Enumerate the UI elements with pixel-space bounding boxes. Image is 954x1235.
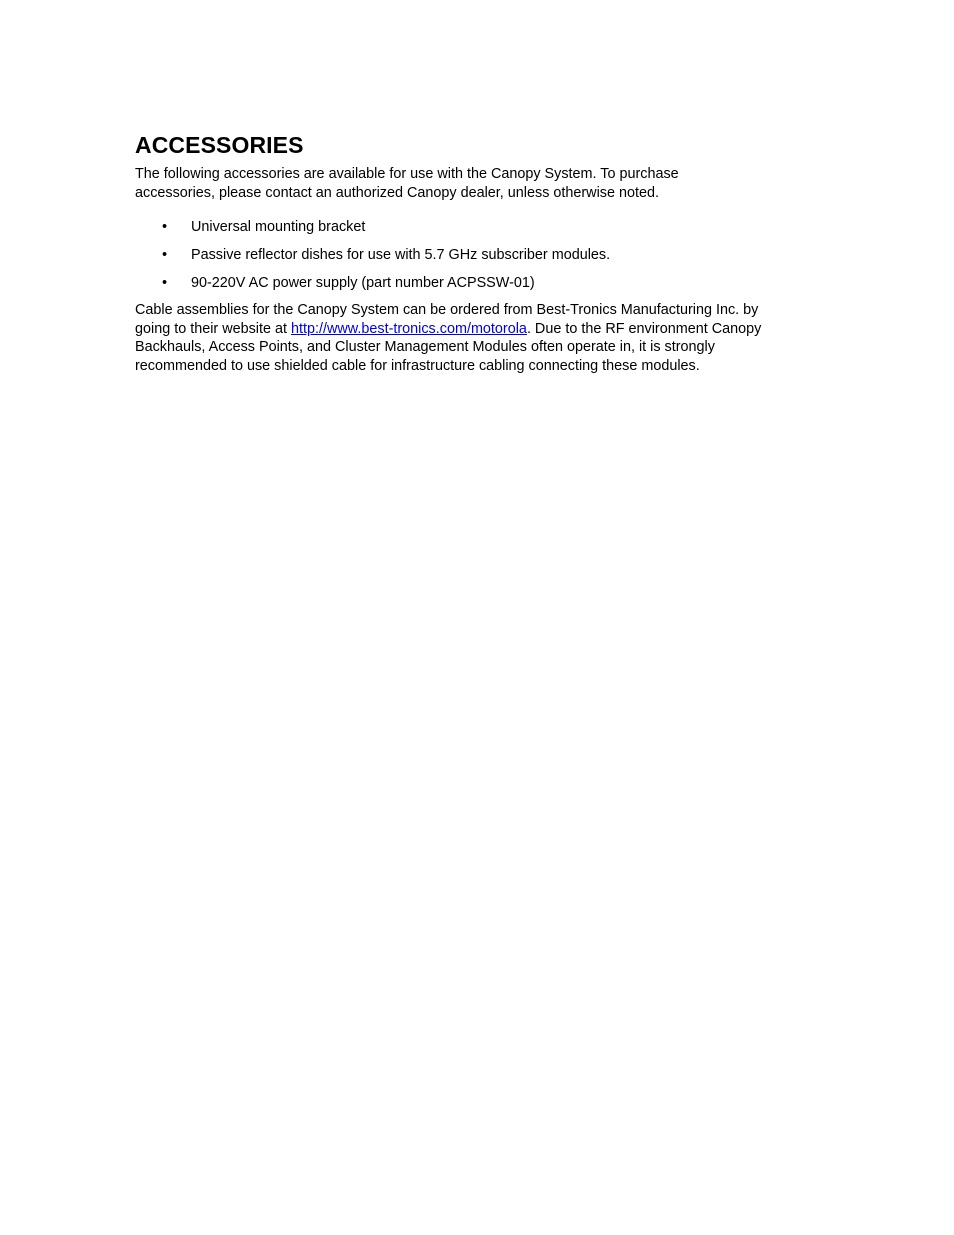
list-item-text: Passive reflector dishes for use with 5.7 GHz subscriber modules. [191, 247, 611, 263]
intro-line-2: accessories, please contact an authorized Canopy dealer, unless otherwise noted. [135, 184, 659, 201]
list-item-text: Universal mounting bracket [191, 219, 366, 235]
closing-line-2-before: going to their website at [135, 320, 291, 337]
bullet-icon: • [162, 275, 168, 291]
closing-line-1: Cable assemblies for the Canopy System can be ordered from Best-Tronics Manufacturing Inc. by [135, 302, 759, 318]
list-item-text: 90-220V AC power supply (part number ACPSSW-01) [191, 275, 535, 291]
cable-assemblies-paragraph [135, 301, 815, 375]
bullet-icon: • [162, 247, 168, 263]
intro-paragraph [135, 165, 815, 202]
closing-line-3: Backhauls, Access Points, and Cluster Management Modules often operate in, it is strongly [135, 339, 715, 355]
list-item [135, 274, 815, 293]
closing-line-2-after: . Due to the RF environment Canopy [526, 320, 762, 337]
list-item [135, 218, 815, 237]
list-item [135, 246, 815, 265]
section-heading: ACCESSORIES [135, 132, 304, 158]
intro-line-1: The following accessories are available for use with the Canopy System. To purchase [135, 166, 679, 182]
best-tronics-link[interactable]: http://www.best-tronics.com/motorola [291, 320, 527, 337]
document-page [135, 128, 815, 375]
accessories-list [135, 218, 815, 293]
closing-line-4: recommended to use shielded cable for infrastructure cabling connecting these modules. [135, 357, 700, 374]
bullet-icon: • [162, 219, 168, 235]
